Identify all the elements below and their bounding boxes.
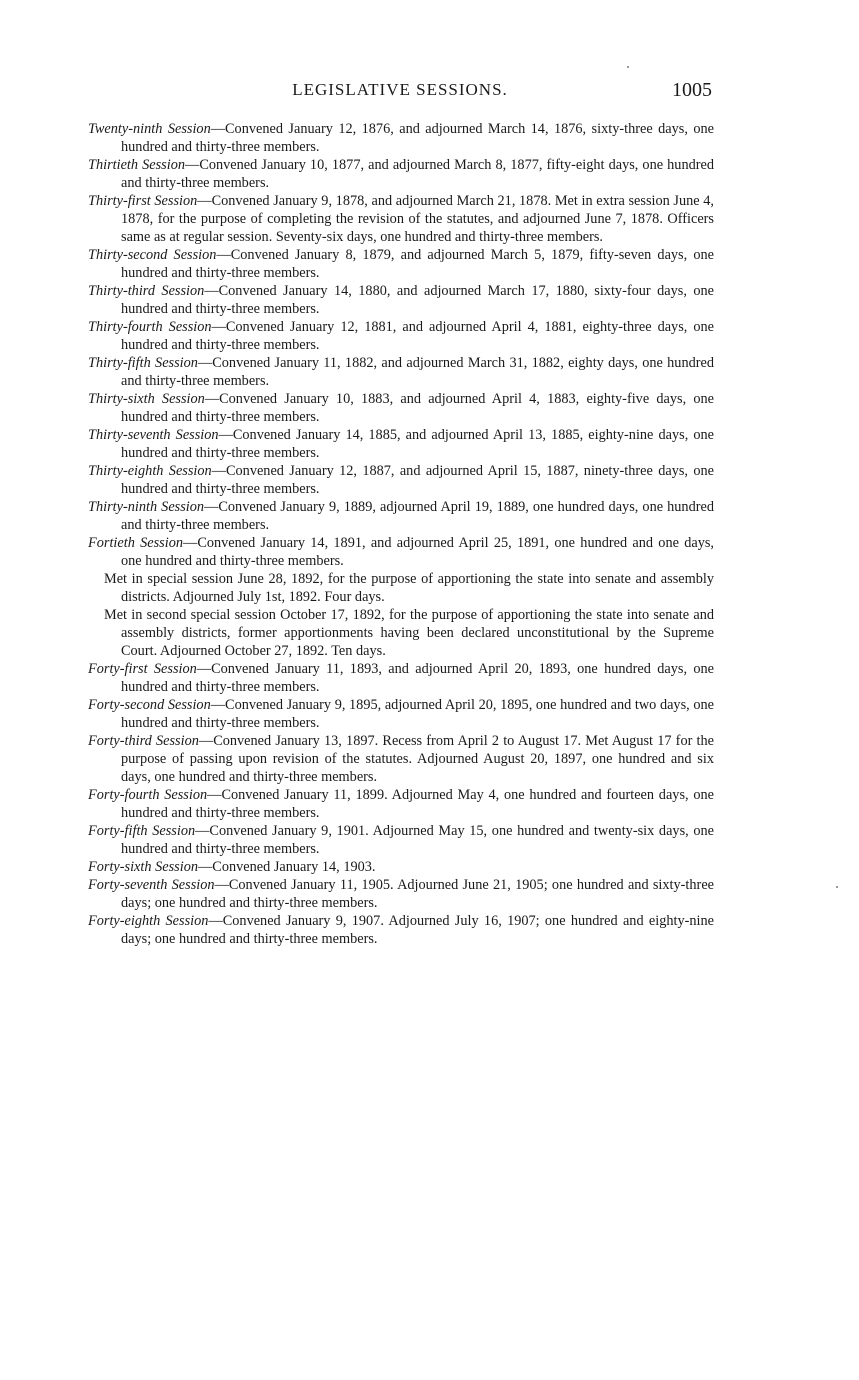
- session-name: Thirty-third Session: [88, 283, 205, 299]
- session-name: Forty-third Session: [88, 733, 199, 749]
- session-name: Twenty-ninth Session: [88, 121, 211, 137]
- session-details: —Convened January 12, 1876, and adjourned March 14, 1876, sixty-three days, one hundred and thirty-three members.: [121, 121, 714, 155]
- session-name: Thirty-second Session: [88, 247, 217, 263]
- session-entry: [88, 120, 714, 156]
- session-name: Thirty-fifth Session: [88, 355, 198, 371]
- session-name: Thirty-eighth Session: [88, 463, 212, 479]
- session-entry: [88, 732, 714, 786]
- session-name: Forty-fourth Session: [88, 787, 208, 803]
- session-details: —Convened January 11, 1905. Adjourned June 21, 1905; one hundred and sixty-three days; one hundred and thirty-three members.: [121, 877, 715, 911]
- special-session-note: Met in second special session October 17, 1892, for the purpose of apportioning the state into senate and assembly districts, former apportionments having been declared unconstitutional by the Supreme Court. Adjourned October 27, 1892. Ten days.: [104, 607, 714, 659]
- session-details: —Convened January 9, 1907. Adjourned July 16, 1907; one hundred and eighty-nine days; one hundred and thirty-three members.: [121, 913, 714, 947]
- page-header-title: LEGISLATIVE SESSIONS.: [292, 80, 508, 99]
- print-speck: [627, 66, 629, 68]
- session-entry: [88, 912, 714, 948]
- session-details: —Convened January 9, 1878, and adjourned March 21, 1878. Met in extra session June 4, 1878, for the purpose of completing the revision of the statutes, and adjourned June 7, 1878. Officers same as at regular session. Seventy-six days, one hundred and thirty-three members.: [121, 193, 714, 245]
- session-details: —Convened January 9, 1895, adjourned April 20, 1895, one hundred and two days, one hundred and thirty-three members.: [121, 697, 714, 731]
- session-name: Thirty-first Session: [88, 193, 198, 209]
- session-name: Forty-second Session: [88, 697, 211, 713]
- session-name: Forty-first Session: [88, 661, 197, 677]
- session-details: —Convened January 12, 1881, and adjourned April 4, 1881, eighty-three days, one hundred and thirty-three members.: [121, 319, 714, 353]
- session-details: —Convened January 13, 1897. Recess from April 2 to August 17. Met August 17 for the purpose of passing upon revision of the statutes. Adjourned August 20, 1897, one hundred and six days, one hundred and thirty-three members.: [121, 733, 715, 785]
- session-entry: [88, 876, 714, 912]
- session-entry: [88, 390, 714, 426]
- print-speck: [836, 886, 838, 888]
- session-entry: [88, 354, 714, 390]
- session-details: —Convened January 10, 1877, and adjourned March 8, 1877, fifty-eight days, one hundred and thirty-three members.: [121, 157, 715, 191]
- session-name: Thirty-sixth Session: [88, 391, 205, 407]
- session-entry: [88, 858, 714, 876]
- session-name: Thirty-ninth Session: [88, 499, 205, 515]
- session-name: Forty-seventh Session: [88, 877, 215, 893]
- session-details: —Convened January 8, 1879, and adjourned March 5, 1879, fifty-seven days, one hundred and thirty-three members.: [121, 247, 714, 281]
- session-entry: [88, 696, 714, 732]
- session-name: Thirty-seventh Session: [88, 427, 219, 443]
- session-details: —Convened January 11, 1893, and adjourned April 20, 1893, one hundred days, one hundred and thirty-three members.: [121, 661, 714, 695]
- session-entry: [88, 498, 714, 534]
- session-details: —Convened January 14, 1891, and adjourned April 25, 1891, one hundred and one days, one hundred and thirty-three members.: [121, 535, 714, 569]
- session-details: —Convened January 14, 1880, and adjourned March 17, 1880, sixty-four days, one hundred and thirty-three members.: [121, 283, 714, 317]
- session-name: Forty-sixth Session: [88, 859, 198, 875]
- session-name: Forty-fifth Session: [88, 823, 196, 839]
- session-details: —Convened January 14, 1885, and adjourned April 13, 1885, eighty-nine days, one hundred and thirty-three members.: [121, 427, 714, 461]
- session-entry: [88, 282, 714, 318]
- session-details: —Convened January 9, 1901. Adjourned May 15, one hundred and twenty-six days, one hundred and thirty-three members.: [121, 823, 715, 857]
- session-details: —Convened January 11, 1899. Adjourned May 4, one hundred and fourteen days, one hundred and thirty-three members.: [121, 787, 714, 821]
- session-details: —Convened January 14, 1903.: [198, 859, 376, 875]
- special-session-note: Met in special session June 28, 1892, for the purpose of apportioning the state into senate and assembly districts. Adjourned July 1st, 1892. Four days.: [104, 571, 714, 605]
- session-entry: [88, 462, 714, 498]
- sessions-list: [88, 120, 714, 948]
- session-details: —Convened January 12, 1887, and adjourned April 15, 1887, ninety-three days, one hundred and thirty-three members.: [121, 463, 714, 497]
- session-details: —Convened January 9, 1889, adjourned April 19, 1889, one hundred days, one hundred and thirty-three members.: [121, 499, 714, 533]
- session-name: Thirtieth Session: [88, 157, 186, 173]
- session-entry: [88, 660, 714, 696]
- session-entry: [88, 534, 714, 570]
- session-name: Thirty-fourth Session: [88, 319, 212, 335]
- session-entry: [88, 426, 714, 462]
- session-details: —Convened January 10, 1883, and adjourned April 4, 1883, eighty-five days, one hundred and thirty-three members.: [121, 391, 714, 425]
- session-name: Forty-eighth Session: [88, 913, 209, 929]
- session-entry: [88, 246, 714, 282]
- session-entry: [88, 192, 714, 246]
- session-entry: [88, 822, 714, 858]
- session-entry: [88, 786, 714, 822]
- page-number: 1005: [672, 79, 712, 101]
- session-entry: [88, 156, 714, 192]
- session-name: Fortieth Session: [88, 535, 184, 551]
- session-details: —Convened January 11, 1882, and adjourned March 31, 1882, eighty days, one hundred and thirty-three members.: [121, 355, 715, 389]
- session-entry: [88, 318, 714, 354]
